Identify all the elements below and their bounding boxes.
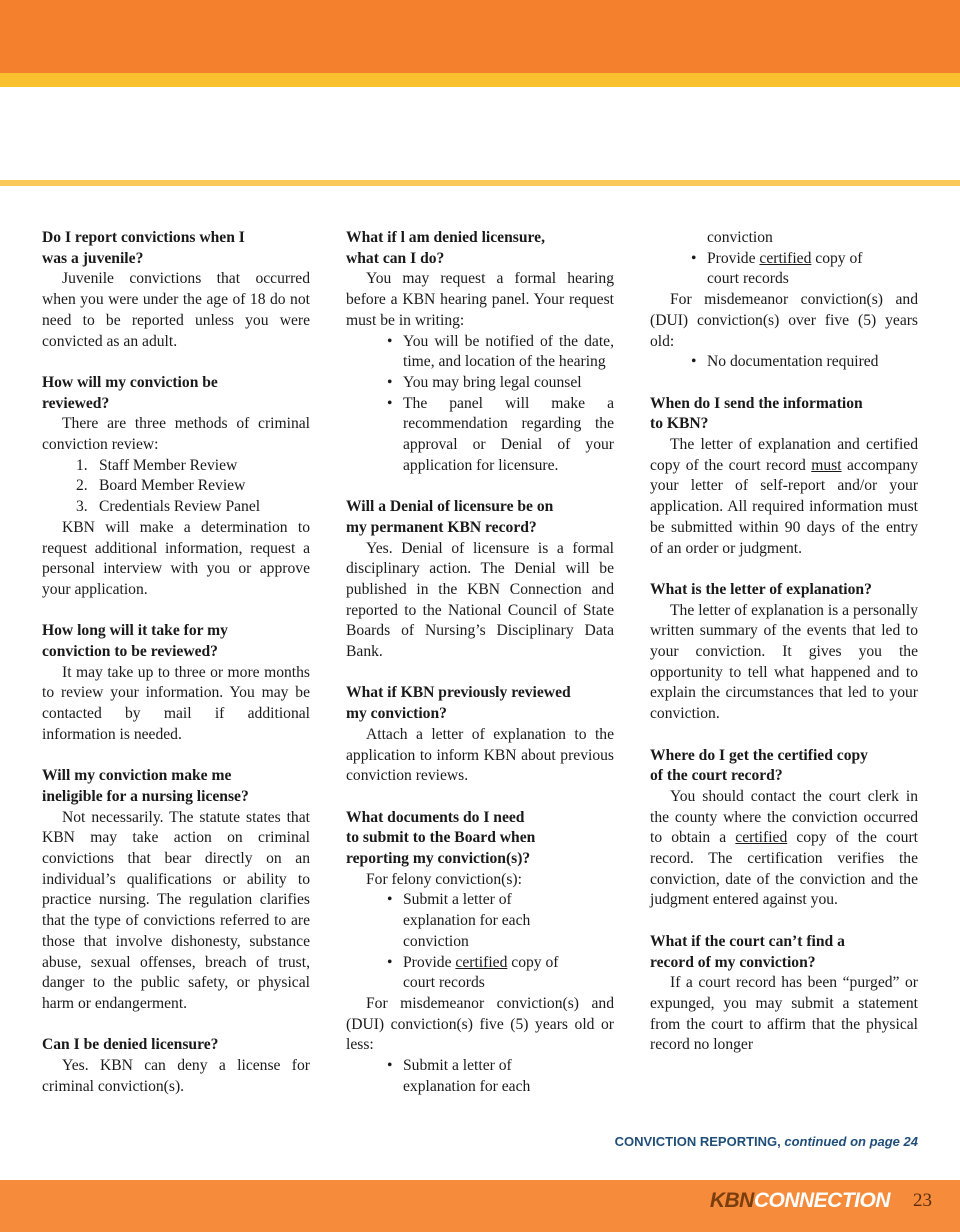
list-item-text: court records	[403, 974, 485, 992]
list-item-text: Submit a letter of	[403, 891, 512, 909]
question-ineligible	[42, 766, 310, 807]
answer-text: You should contact the court clerk in the county where the conviction occurred to obtain a	[650, 787, 918, 847]
question-line: What if KBN previously reviewed	[346, 684, 571, 702]
answer-how-long: It may take up to three or more months to review your information. You may be contacted by mail if additional information is needed.	[42, 663, 310, 743]
list-item: • Submit a letter of explanation for each conviction	[387, 891, 531, 950]
question-how-long	[42, 621, 310, 662]
list-item-text: Submit a letter of	[403, 1057, 512, 1075]
header-orange-band	[0, 0, 960, 73]
misdemeanor-bullets	[346, 1056, 614, 1097]
answer-juvenile: Juvenile convictions that occurred when you were under the age of 18 do not need to be reported unless you were convicted as an adult.	[42, 270, 310, 350]
underlined-term: certified	[455, 953, 508, 971]
answer-certified-copy	[650, 787, 918, 911]
answer-letter: The letter of explanation is a personally written summary of the events that led to your conviction. It gives you the opportunity to tell what happened and to explain the circumstances that led to your conviction.	[650, 601, 918, 723]
list-item-text: No documentation required	[707, 353, 879, 371]
answer-denied: Yes. KBN can deny a license for criminal conviction(s).	[42, 1057, 310, 1095]
list-item: 1. Staff Member Review	[76, 456, 238, 474]
question-line: what can I do?	[346, 249, 445, 267]
question-permanent-record	[346, 497, 614, 538]
question-line: When do I send the information	[650, 394, 863, 412]
over-five-intro: For misdemeanor conviction(s) and (DUI) conviction(s) over five (5) years old:	[650, 291, 918, 350]
question-line: What if the court can’t find a	[650, 932, 845, 950]
list-item-text: conviction	[403, 932, 469, 950]
question-when-send	[650, 394, 918, 435]
question-review	[42, 373, 310, 414]
answer-previously-reviewed: Attach a letter of explanation to the application to inform KBN about previous conviction reviews.	[346, 725, 614, 785]
list-item: • You may bring legal counsel	[346, 373, 614, 394]
underlined-term: must	[811, 456, 842, 474]
list-item-text: court records	[707, 270, 789, 288]
question-line: conviction to be reviewed?	[42, 643, 218, 661]
list-item-text: copy of	[507, 953, 559, 971]
header-yellow-stripe	[0, 73, 960, 87]
underlined-term: certified	[759, 249, 812, 267]
list-item: • You will be notified of the date, time, and location of the hearing	[346, 332, 614, 373]
list-item-text: Board Member Review	[99, 477, 246, 495]
list-item: • The panel will make a recommendation regarding the approval or Denial of your application for licensure.	[346, 394, 614, 477]
question-cant-find	[650, 932, 918, 973]
list-item: 3. Credentials Review Panel	[76, 498, 261, 516]
misdemeanor-bullets-cont	[650, 249, 918, 290]
question-line: to submit to the Board when	[346, 829, 536, 847]
list-item: • No documentation required	[691, 353, 879, 371]
question-line: What if l am denied licensure,	[346, 229, 545, 246]
column-right	[650, 228, 918, 1056]
question-line: Will a Denial of licensure be on	[346, 498, 554, 516]
list-item-text: Credentials Review Panel	[99, 498, 261, 516]
list-item-text: You may bring legal counsel	[403, 373, 582, 391]
question-line: my conviction?	[346, 705, 447, 723]
list-item-text: explanation for each	[403, 1077, 531, 1095]
question-line: my permanent KBN record?	[346, 518, 537, 536]
list-item-text: Staff Member Review	[99, 456, 238, 474]
answer-text: The letter of explanation and certified copy of the court record	[650, 436, 918, 474]
question-line: of the court record?	[650, 767, 783, 785]
answer-text: accompany your letter of self-report and/or your application. All required information must be submitted within 90 days of the entry of an order or judgment.	[650, 456, 918, 557]
logo-connection: CONNECTION	[753, 1189, 890, 1212]
question-line: What documents do I need	[346, 808, 525, 826]
logo-kbn: KBN	[709, 1189, 754, 1212]
list-item-text: Provide	[403, 953, 456, 971]
question-line: ineligible for a nursing license?	[42, 787, 249, 805]
answer-when-send	[650, 435, 918, 559]
question-line: record of my conviction?	[650, 953, 816, 971]
list-item: 2. Board Member Review	[76, 477, 246, 495]
bullet-continuation: conviction	[707, 229, 773, 246]
question-documents	[346, 808, 614, 870]
list-item: • Provide certified copy of court records	[387, 953, 559, 992]
question-line: How will my conviction be	[42, 373, 218, 391]
list-item-text: The panel will make a recommendation regarding the approval or Denial of your application for licensure.	[403, 394, 614, 474]
question-line: Do I report convictions when I	[42, 229, 245, 246]
page-number: 23	[913, 1190, 932, 1211]
list-item-text: Provide	[707, 249, 760, 267]
column-middle	[346, 228, 614, 1097]
question-previously-reviewed	[346, 683, 614, 724]
question-line: to KBN?	[650, 415, 709, 433]
answer-ineligible: Not necessarily. The statute states that KBN may take action on criminal convictions that bear directly on an individual’s qualifications or ability to practice nursing. The regulation clarifies that the type of convictions referred to are those that involve dishonesty, substance abuse, sexual offenses, breach of trust, danger to the public safety, or physical harm or endangerment.	[42, 808, 310, 1012]
over-five-bullets	[650, 352, 918, 373]
answer-cant-find: If a court record has been “purged” or expunged, you may submit a statement from the court to affirm that the physical record no longer	[650, 974, 918, 1054]
question-line: How long will it take for my	[42, 622, 228, 640]
continued-title: CONVICTION REPORTING,	[614, 1134, 781, 1149]
question-certified-copy	[650, 746, 918, 787]
continued-link[interactable]	[615, 1134, 918, 1149]
question-juvenile	[42, 228, 310, 269]
list-item-text: You will be notified of the date, time, and location of the hearing	[403, 332, 614, 371]
list-item-text: copy of	[811, 249, 863, 267]
question-denied: Can I be denied licensure?	[42, 1036, 219, 1054]
question-line: reviewed?	[42, 394, 110, 412]
continued-text: continued on page 24	[780, 1134, 918, 1149]
underlined-term: certified	[735, 829, 788, 847]
question-if-denied	[346, 228, 614, 269]
kbn-connection-logo	[710, 1189, 890, 1213]
misdemeanor-intro: For misdemeanor conviction(s) and (DUI) conviction(s) five (5) years old or less:	[346, 994, 614, 1054]
answer-review: There are three methods of criminal conviction review:	[42, 415, 310, 454]
header-divider-stripe	[0, 180, 960, 186]
answer-permanent-record: Yes. Denial of licensure is a formal disciplinary action. The Denial will be published in the KBN Connection and reported to the National Council of State Boards of Nursing’s Disciplinary Data Bank.	[346, 539, 614, 661]
list-item: • Submit a letter of explanation for each	[387, 1057, 531, 1095]
answer-review-determination: KBN will make a determination to request additional information, request a personal interview with you or approve your application.	[42, 518, 310, 598]
answer-if-denied: You may request a formal hearing before a KBN hearing panel. Your request must be in writing:	[346, 270, 614, 329]
question-line: was a juvenile?	[42, 249, 144, 267]
felony-intro: For felony conviction(s):	[366, 870, 522, 888]
question-line: Where do I get the certified copy	[650, 746, 868, 764]
list-item-text: explanation for each	[403, 912, 531, 930]
column-left	[42, 228, 310, 1097]
review-methods-list	[42, 456, 310, 518]
question-line: reporting my conviction(s)?	[346, 850, 531, 868]
question-line: Will my conviction make me	[42, 767, 232, 785]
list-item: • Provide certified copy of court records	[691, 249, 863, 288]
question-letter: What is the letter of explanation?	[650, 580, 872, 598]
felony-bullets	[346, 890, 614, 994]
hearing-bullets	[346, 332, 614, 477]
answer-text: copy of the court record. The certification verifies the conviction, date of the conviction and the judgment entered against you.	[650, 829, 918, 909]
